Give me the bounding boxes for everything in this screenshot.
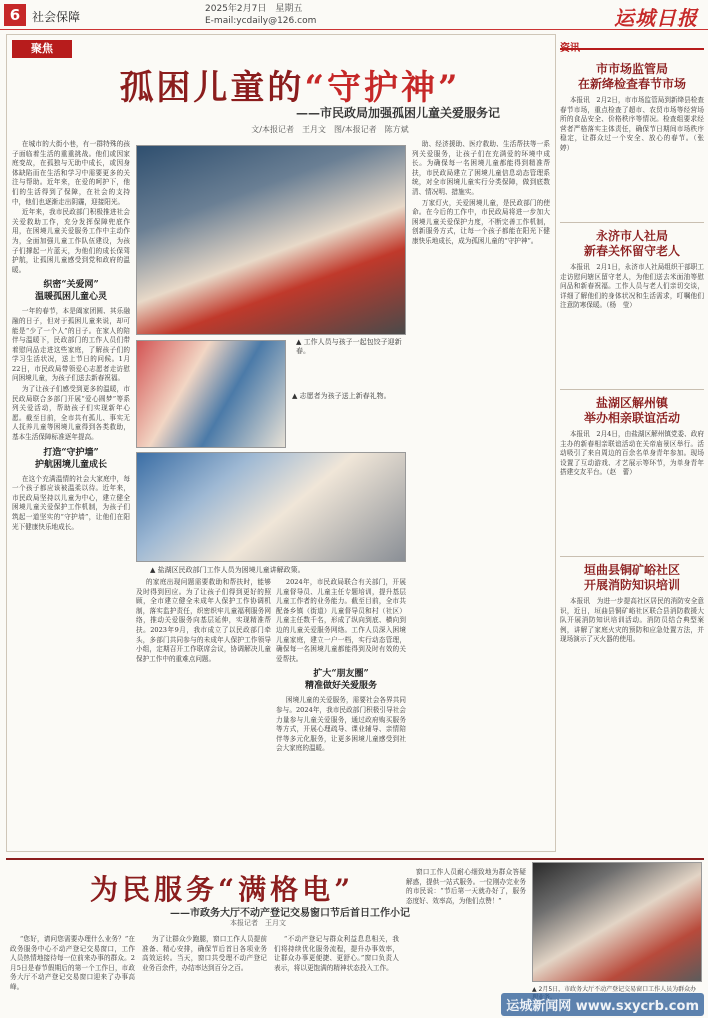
news-headline-4: 垣曲县铜矿峪社区 开展消防知识培训: [583, 563, 680, 592]
news-headline-2: 永济市人社局 新春关怀留守老人: [583, 229, 680, 258]
photo-caption-2: ▲ 志愿者为孩子送上新春礼物。: [292, 392, 391, 400]
news-divider: [560, 389, 704, 390]
article-column-5: [412, 140, 550, 845]
photo-service-window: [532, 862, 702, 982]
news-divider: [560, 556, 704, 557]
bottom-col3-text: “不动产登记与群众利益息息相关，我们将持续优化服务流程，提升办事效率，让群众办事更便捷、更舒心。”窗口负责人表示，将以更饱满的精神状态投入工作。: [274, 935, 399, 972]
site-watermark: 运城新闻网 www.sxycrb.com: [501, 993, 704, 1016]
news-body-3-text: 本报讯 2月4日，由盐湖区解州镇党委、政府主办的新春相亲联谊活动在关帝庙景区举行。活动吸引了来自周边的百余名单身青年参加。现场设置了互动游戏、才艺展示等环节，为单身青年搭建交友平台。（赵 蕾）: [560, 430, 704, 477]
masthead: [0, 0, 708, 30]
photo-gift-giving: [136, 340, 286, 448]
news-body-1: [560, 96, 704, 216]
page-headline: [80, 60, 500, 109]
news-column: [560, 54, 704, 849]
news-headline-3: 盐湖区解州镇 举办相亲联谊活动: [583, 396, 680, 425]
page-number: 6: [4, 4, 26, 26]
bottom-column-1: [10, 935, 135, 1015]
news-body-2-text: 本报讯 2月1日，永济市人社局组织干部职工走访慰问辖区留守老人，为他们送去米面油等慰问品和新春祝福。工作人员与老人们亲切交谈，详细了解他们的身体状况和生活需求，叮嘱他们注意防寒保暖。（杨 莹）: [560, 263, 704, 310]
news-body-4: [560, 597, 704, 747]
bottom-col1-text: “您好，请问您需要办理什么业务？”在政务服务中心不动产登记交易窗口，工作人员热情地接待每一位前来办事的群众。2月5日是春节假期后的第一个工作日，市政务大厅不动产登记交易窗口迎来了办事高峰。: [10, 935, 135, 991]
page-subheadline: ——市民政局加强孤困儿童关爱服务记: [295, 106, 500, 120]
photo-policy-explanation: [136, 452, 406, 562]
bottom-column-2: [142, 935, 267, 1015]
photo-caption-3: ▲ 盐湖区民政部门工作人员为困境儿童讲解政策。: [150, 566, 305, 574]
paragraph-2: 近年来，我市民政部门积极推进社会关爱救助工作，充分发挥保障兜底作用，在困境儿童关爱服务工作中主动作为，全面加强儿童工作队伍建设，为孩子们撑起一片蓝天，为他们的成长保驾护航，让孤困儿童感受到党和政府的温暖。: [12, 208, 130, 274]
photo-caption-4: ▲ 2月5日，市政务大厅不动产登记交易窗口工作人员为群众办: [532, 986, 697, 993]
section-1-body-2: 为了让孩子们感受到更多的温暖，市民政局联合多部门开展“爱心圆梦”等系列关爱活动，帮助孩子们实现新年心愿。截至目前，全市共有孤儿、事实无人抚养儿童等困境儿童得到各类救助，基本生活保障标准逐年提高。: [12, 385, 130, 442]
section-heading-3: 扩大“朋友圈” 精准做好关爱服务: [304, 669, 377, 692]
section-2-body: 在这个充满温情的社会大家庭中，每一个孩子都应该被温柔以待。近年来，市民政局坚持以儿童为中心，建立健全困境儿童关爱保护工作机制，为孩子们筑起一道坚实的“守护墙”，让他们在阳光下健康快乐地成长。: [12, 474, 130, 531]
photo-caption-1: ▲ 工作人员与孩子一起包饺子迎新春。: [296, 338, 402, 355]
news-tag-label: 资讯: [560, 43, 580, 54]
focus-tag: [12, 40, 72, 58]
photo-volunteers-with-children: [136, 145, 406, 335]
news-body-2: [560, 263, 704, 383]
column-4-body: 2024年，市民政局联合有关部门，开展儿童督导员、儿童主任专题培训，提升基层儿童工作者的业务能力。截至目前，全市共配备乡镇（街道）儿童督导员和村（社区）儿童主任数千名，形成了纵向到底、横向到边的儿童关爱服务网络。工作人员深入困境儿童家庭，建立一户一档，实行动态管理，确保每一名困境儿童都能得到及时有效的关爱帮扶。: [276, 578, 406, 663]
section-title: 社会保障: [32, 10, 81, 24]
column-3-body: 的家庭出现问题需要救助和帮扶时，能够及时得到回应。为了让孩子们得到更好的照顾，全市建立健全未成年人保护工作协调机制，落实监护责任，织密织牢儿童福利服务网络，推动关爱服务向基层延伸，实现精准帮扶。2023年9月，我市成立了以民政部门牵头，多部门共同参与的未成年人保护工作领导小组，定期召开工作联席会议，协调解决儿童保护工作中的重难点问题。: [136, 578, 271, 663]
bottom-column-3: [274, 935, 399, 1015]
section-heading-1: 织密“关爱网” 温暖孤困儿童心灵: [34, 280, 107, 303]
newspaper-logo: 运城日报: [614, 6, 698, 30]
bottom-subheadline: ——市政务大厅不动产登记交易窗口节后首日工作小记: [170, 908, 410, 919]
section-heading-2: 打造“守护墙” 护航困境儿童成长: [34, 447, 107, 470]
focus-tag-label: 聚焦: [31, 42, 53, 55]
article-column-1: [12, 140, 130, 845]
headline-part-a: 孤困儿童的: [119, 68, 305, 108]
intro-paragraph: 在城市的大街小巷，有一群特殊的孩子面临着生活的重重挑战。他们或因家庭变故，在孤独与无助中成长，或因身体缺陷而在生活和学习中需要更多的关注与帮助。近年来，在爱的呵护下，他们的生活得到了保障，在社会的支持中，他们也逐渐走出阴霾，迎接阳光。: [12, 140, 130, 206]
bottom-col2-text: 为了让群众少跑腿，窗口工作人员提前准备、精心安排，确保节后首日各项业务高效运转。当天，窗口共受理不动产登记业务百余件，办结率达到百分之百。: [142, 935, 267, 972]
column-5-body: 助、经济援助、医疗救助、生活帮扶等一系列关爱服务，让孩子们在充满爱的环境中成长。为确保每一名困境儿童都能得到精准帮扶，市民政局建立了困境儿童信息动态管理系统，对全市困境儿童实行分类保障，做到底数清、情况明、措施实。: [412, 140, 550, 196]
byline: 文/本报记者 王月文 图/本报记者 陈方斌: [251, 125, 409, 134]
article-column-4: [276, 578, 406, 846]
headline-part-b: “守护神”: [304, 68, 461, 108]
dateline: [205, 3, 316, 27]
news-section-tab: [560, 36, 704, 54]
news-body-4-text: 本报讯 为进一步提高社区居民的消防安全意识，近日，垣曲县铜矿峪社区联合县消防救援大队开展消防知识培训活动。消防员结合典型案例，讲解了家庭火灾的预防和应急处置方法，并现场演示了灭火器的使用。: [560, 597, 704, 644]
news-headline-1: 市市场监管局 在新绛检查春节市场: [577, 62, 686, 91]
news-divider: [560, 222, 704, 223]
news-body-1-text: 本报讯 2月2日，市市场监管局到新绛县检查春节市场，重点检查了超市、农贸市场等经营场所的食品安全、价格秩序等情况。检查组要求经营者严格落实主体责任，确保节日期间市场秩序稳定，让群众过一个安全、放心的春节。（张 婷）: [560, 96, 704, 152]
section-1-body: 一年的春节，本是阖家团圆、其乐融融的日子，但对于孤困儿童来说，却可能是“少了一个人”的日子。在家人的陪伴与温暖下，民政部门的工作人员们带着慰问品走进这些家庭，了解孩子们的学习生活状况，送上节日的问候。1月22日，市民政局带领爱心志愿者走访慰问困境儿童，为孩子们送去新春祝福。: [12, 307, 130, 383]
bottom-col4-text: 窗口工作人员耐心细致地为群众答疑解惑，提供一站式服务。一位刚办完业务的市民说：“节后第一天就办好了，服务态度好、效率高，为他们点赞！”: [406, 868, 526, 905]
section-3-body: 困境儿童的关爱服务，需要社会各界共同参与。2024年，我市民政部门积极引导社会力量参与儿童关爱服务，通过政府购买服务等方式，开展心理疏导、课业辅导、亲情陪伴等多元化服务，让更多困境儿童感受到社会大家庭的温暖。: [276, 696, 406, 753]
issue-date: 2025年2月7日 星期五: [205, 4, 303, 14]
bottom-byline: 本报记者 王月文: [230, 919, 286, 927]
email: E-mail:ycdaily@126.com: [205, 16, 317, 26]
article-column-3: [136, 578, 271, 846]
column-5-body-2: 万家灯火，关爱困境儿童，是民政部门的使命。在今后的工作中，市民政局将进一步加大困境儿童关爱保护力度，不断完善工作机制，创新服务方式，让每一个孩子都能在阳光下健康快乐地成长，成为孤困儿童的“守护神”。: [412, 198, 550, 245]
news-body-3: [560, 430, 704, 550]
bottom-headline: 为民服务“满格电”: [90, 873, 355, 906]
